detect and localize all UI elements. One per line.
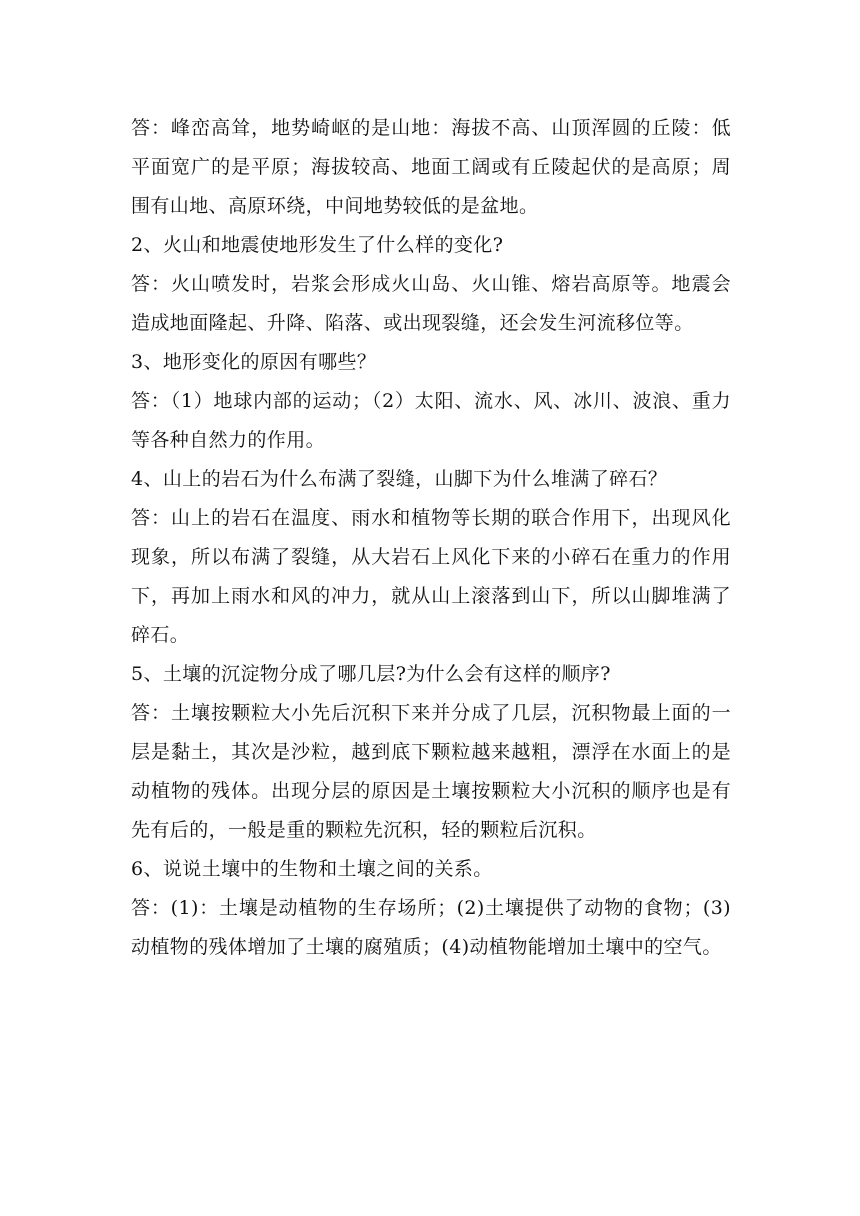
question-paragraph: 2、火山和地震使地形发生了什么样的变化?	[131, 234, 504, 256]
document-page	[131, 109, 731, 967]
question-paragraph: 4、山上的岩石为什么布满了裂缝，山脚下为什么堆满了碎石？	[131, 468, 668, 490]
question-paragraph: 5、土壤的沉淀物分成了哪几层?为什么会有这样的顺序?	[131, 663, 611, 685]
answer-paragraph: 答：山上的岩石在温度、雨水和植物等长期的联合作用下，出现风化现象，所以布满了裂缝，从大岩石上风化下来的小碎石在重力的作用下，再加上雨水和风的冲力，就从山上滚落到山下，所以山脚堆满了碎石。	[131, 507, 731, 646]
answer-paragraph: 答：火山喷发时，岩浆会形成火山岛、火山锥、熔岩高原等。地震会造成地面隆起、升降、陷落、或出现裂缝，还会发生河流移位等。	[131, 273, 731, 334]
question-paragraph: 6、说说土壤中的生物和土壤之间的关系。	[131, 858, 493, 880]
answer-paragraph: 答：峰峦高耸，地势崎岖的是山地：海拔不高、山顶浑圆的丘陵：低平面宽广的是平原；海拔较高、地面工阔或有丘陵起伏的是高原；周围有山地、高原环绕，中间地势较低的是盆地。	[131, 117, 731, 217]
question-paragraph: 3、地形变化的原因有哪些？	[131, 351, 377, 373]
answer-paragraph: 答：(1)：土壤是动植物的生存场所；(2)土壤提供了动物的食物；(3)动植物的残体增加了土壤的腐殖质；(4)动植物能增加土壤中的空气。	[131, 897, 731, 958]
answer-paragraph: 答：（1）地球内部的运动；（2）太阳、流水、风、冰川、波浪、重力等各种自然力的作用。	[131, 390, 731, 451]
answer-paragraph: 答：土壤按颗粒大小先后沉积下来并分成了几层，沉积物最上面的一层是黏土，其次是沙粒，越到底下颗粒越来越粗，漂浮在水面上的是动植物的残体。出现分层的原因是土壤按颗粒大小沉积的顺序也是有先有后的，一般是重的颗粒先沉积，轻的颗粒后沉积。	[131, 702, 731, 841]
